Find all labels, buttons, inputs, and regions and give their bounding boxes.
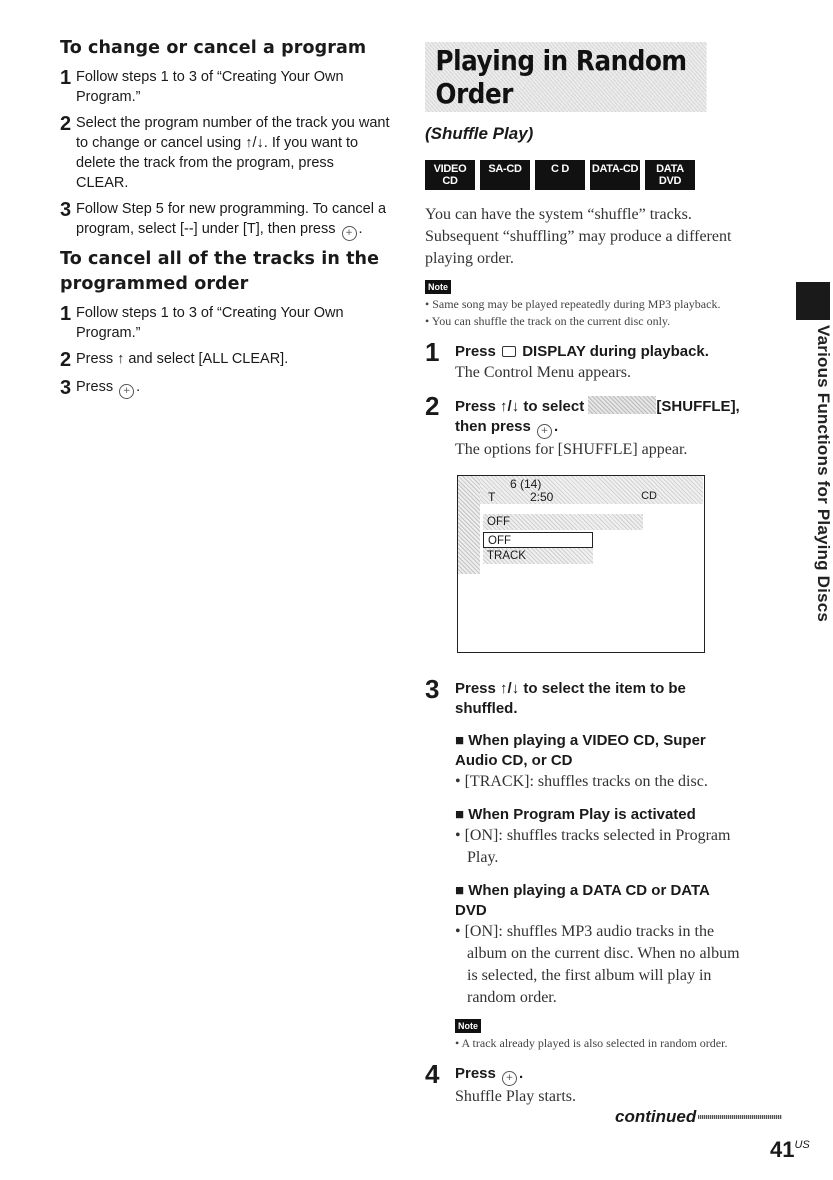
badge-sacd: SA-CD [480,160,530,190]
condition-section: ■ When Program Play is activated • [ON]: shuffles tracks selected in Program Play. [455,806,731,866]
condition-section: ■ When playing a VIDEO CD, Super Audio CD, or CD • [TRACK]: shuffles tracks on the disc. [455,732,708,790]
condition-section: ■ When playing a DATA CD or DATA DVD • [ON]: shuffles MP3 audio tracks in the album on the current disc. When no album is selected, the first album will play in random order. [455,882,740,1006]
section-banner: Playing in Random Order [425,42,707,112]
step-4: 4 Press + . Shuffle Play starts. [425,1059,577,1105]
step-1: 1 Press DISPLAY during playback. The Control Menu appears. [425,337,709,381]
note-badge: Note [425,280,451,294]
enter-button-icon: + [119,384,134,399]
step: 2 Select the program number of the track you want to change or cancel using ↑/↓. If you want to delete the track from the program, press CLEAR. [60,113,390,191]
note-text: • A track already played is also selected in random order. [455,1036,728,1050]
control-menu-screen [457,475,705,653]
disc-type-badges [425,160,745,190]
menu-icon-bar [458,476,480,574]
badge-cd: C D [535,160,585,190]
enter-button-icon: + [537,424,552,439]
chapter-tab-marker [796,282,830,320]
step: 1 Follow steps 1 to 3 of “Creating Your Own Program.” [60,67,344,105]
step: 3 Follow Step 5 for new programming. To cancel a program, select [--] under [T], then press + . [60,199,390,241]
subtitle: (Shuffle Play) [425,124,534,143]
shuffle-icon [588,396,656,414]
step: 2 Press ↑ and select [ALL CLEAR]. [60,349,289,371]
badge-data-dvd: DATA DVD [645,160,695,190]
note-badge: Note [455,1019,481,1033]
notes: • Same song may be played repeatedly during MP3 playback. • You can shuffle the track on the current disc only. [425,297,721,328]
step-3: 3 Press ↑/↓ to select the item to be shuffled. ■ When playing a VIDEO CD, Super Audio CD, or CD • [TRACK]: shuffles tracks on the disc. ■ When Program Play is activated • [ON]: shuffles tracks selected in Program Play. ■ When playing a DATA CD or DATA DVD • [ON]: shuffles MP3 audio tracks in the album on the current disc. When no album is selected, the first album will play in random order. Note • A track already played is also selected in random order. [425,675,745,1052]
heading-cancel-all: To cancel all of the tracks in the programmed order [60,249,380,294]
step: 1 Follow steps 1 to 3 of “Creating Your Own Program.” [60,303,344,341]
badge-video-cd: VIDEO CD [425,160,475,190]
shuffle-option-off: OFF [483,532,593,548]
intro-text: You can have the system “shuffle” tracks. Subsequent “shuffling” may produce a different playing order. [425,206,732,267]
screen-status-bar: 6 (14) T 2:50 CD [480,476,703,504]
enter-button-icon: + [502,1071,517,1086]
step: 3 Press + . [60,377,141,399]
right-column [425,42,745,1108]
left-column [60,36,390,405]
step-2: 2 Press ↑/↓ to select [SHUFFLE], then press + . The options for [SHUFFLE] appear. 6 (14) T 2:50 CD OFF OFF TRACK [425,392,745,667]
page-number: $41^{US}$ [770,1137,810,1162]
continued-rule [698,1115,782,1119]
heading-change-cancel: To change or cancel a program [60,38,367,58]
continued-marker: continued [615,1107,830,1127]
enter-button-icon: + [342,226,357,241]
display-button-icon [502,346,516,357]
shuffle-option-track: TRACK [483,548,593,564]
chapter-tab-label: Various Functions for Playing Discs [814,325,833,623]
badge-data-cd: DATA-CD [590,160,640,190]
shuffle-setting-header: OFF [483,514,643,530]
